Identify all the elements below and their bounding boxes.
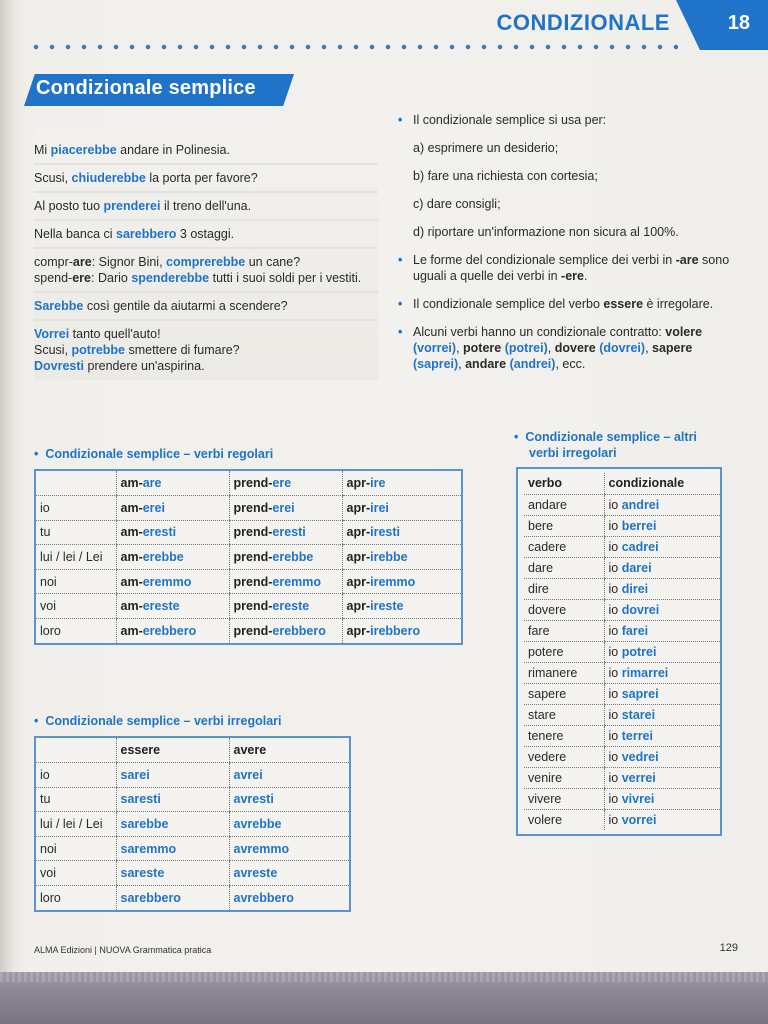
rule-item: a) esprimere un desiderio; xyxy=(413,141,559,155)
bullet-icon: • xyxy=(398,113,403,127)
conditional-form: vorrei xyxy=(621,812,657,827)
rule-form: (potrei) xyxy=(504,341,548,355)
conditional-cell xyxy=(604,578,720,599)
person-cell: voi xyxy=(36,594,116,619)
table-row xyxy=(36,569,461,594)
conditional-cell xyxy=(604,788,720,809)
verb-cell: venire xyxy=(524,767,604,788)
rule-text: sono uguali a quelle dei verbi in xyxy=(413,253,730,283)
table-row xyxy=(524,620,720,641)
suffix: are xyxy=(72,255,92,269)
verb-ending: ereste xyxy=(142,599,180,614)
conditional-cell xyxy=(604,641,720,662)
regular-table-title xyxy=(34,446,273,462)
person-header-cell xyxy=(36,471,116,496)
verb-cell: andare xyxy=(524,494,604,515)
dotted-rule xyxy=(28,44,678,50)
example-text: un cane? xyxy=(245,255,301,269)
rule-text: Le forme del condizionale semplice dei verbi in xyxy=(413,253,676,267)
example-4 xyxy=(34,226,378,249)
conjugation-cell: saremmo xyxy=(116,836,229,861)
conditional-cell xyxy=(604,515,720,536)
header-cell: essere xyxy=(116,738,229,763)
conditional-form: dovrei xyxy=(621,602,660,617)
conjugation-cell xyxy=(342,496,461,521)
conjugation-cell xyxy=(229,520,342,545)
pronoun: io xyxy=(608,518,619,533)
conditional-cell xyxy=(604,536,720,557)
conditional-form: vivrei xyxy=(621,791,655,806)
conditional-form: potrei xyxy=(621,644,657,659)
header-cell: condizionale xyxy=(604,473,720,494)
verb-cell: cadere xyxy=(524,536,604,557)
verb-ending: ereste xyxy=(272,599,310,614)
conjugation-cell: saresti xyxy=(116,787,229,812)
rule-text: è irregolare. xyxy=(643,297,714,311)
verb-ending: erei xyxy=(142,500,165,515)
person-cell: tu xyxy=(36,787,116,812)
conjugation-cell: sarebbero xyxy=(116,886,229,911)
example-text: 3 ostaggi. xyxy=(176,227,235,241)
person-cell: noi xyxy=(36,569,116,594)
pronoun: io xyxy=(608,728,619,743)
verb-stem: am- xyxy=(120,500,143,515)
example-verb: prenderei xyxy=(103,199,161,213)
person-cell: lui / lei / Lei xyxy=(36,812,116,837)
verb-stem: prend- xyxy=(233,599,273,614)
table-title-text: Condizionale semplice – altri xyxy=(525,430,697,444)
pronoun: io xyxy=(608,560,619,575)
verb-ending: erebbero xyxy=(272,624,326,639)
example-text: tanto quell'auto! xyxy=(69,327,161,341)
pronoun: io xyxy=(608,770,619,785)
verb-stem: apr- xyxy=(346,624,371,639)
rule-item: d) riportare un'informazione non sicura al 100%. xyxy=(413,225,679,239)
example-verb: chiuderebbe xyxy=(71,171,146,185)
example-verb: piacerebbe xyxy=(50,143,117,157)
conjugation-cell xyxy=(229,619,342,644)
pronoun: io xyxy=(608,812,619,827)
pronoun: io xyxy=(608,497,619,512)
verb-cell: vivere xyxy=(524,788,604,809)
header-cell xyxy=(229,471,342,496)
verb-stem: am- xyxy=(120,599,143,614)
rule-emph: essere xyxy=(603,297,644,311)
verb-cell: volere xyxy=(528,812,563,827)
pronoun: io xyxy=(608,539,619,554)
other-irregular-table xyxy=(516,467,722,836)
conjugation-cell xyxy=(342,619,461,644)
rule-1 xyxy=(398,112,738,239)
chapter-title: CONDIZIONALE xyxy=(496,10,670,35)
conditional-cell xyxy=(604,557,720,578)
example-1 xyxy=(34,142,378,165)
conditional-cell xyxy=(604,725,720,746)
verb-stem: am- xyxy=(120,525,143,540)
verb-stem: prend- xyxy=(233,624,273,639)
example-text: smettere di fumare? xyxy=(125,343,240,357)
rule-emph: sapere xyxy=(652,341,693,355)
table-row xyxy=(36,520,461,545)
example-5 xyxy=(34,254,378,293)
publisher-footer: ALMA Edizioni | NUOVA Grammatica pratica xyxy=(34,945,212,955)
verb-ending: ire xyxy=(370,476,386,491)
conjugation-cell: sarei xyxy=(116,763,229,788)
table-row xyxy=(36,545,461,570)
verb-ending: eremmo xyxy=(142,574,192,589)
rule-emph: andare xyxy=(465,357,507,371)
verb-stem: prend- xyxy=(233,574,273,589)
rule-form: (saprei) xyxy=(413,357,459,371)
rule-form: (vorrei) xyxy=(413,341,457,355)
verb-cell: tenere xyxy=(524,725,604,746)
verb-ending: erei xyxy=(272,500,295,515)
table-row xyxy=(524,515,720,536)
example-verb: sarebbero xyxy=(116,227,177,241)
scanner-edge xyxy=(0,972,768,1024)
rule-2 xyxy=(398,252,738,283)
table-row xyxy=(524,578,720,599)
page-number: 129 xyxy=(719,942,738,954)
example-text: il treno dell'una. xyxy=(160,199,252,213)
table-row xyxy=(524,494,720,515)
pronoun: io xyxy=(608,602,619,617)
verb-cell: potere xyxy=(524,641,604,662)
rule-item: c) dare consigli; xyxy=(413,197,501,211)
rule-text: , ecc. xyxy=(555,357,586,371)
table-row xyxy=(524,536,720,557)
table-row xyxy=(524,683,720,704)
conditional-form: farei xyxy=(621,623,649,638)
verb-stem: prend- xyxy=(233,550,273,565)
conditional-form: saprei xyxy=(621,686,659,701)
conjugation-cell xyxy=(116,496,229,521)
person-cell: voi xyxy=(36,861,116,886)
conditional-form: andrei xyxy=(621,497,660,512)
chapter-number: 18 xyxy=(727,12,750,34)
conjugation-cell: avrebbe xyxy=(229,812,349,837)
conjugation-cell xyxy=(116,594,229,619)
table-row xyxy=(524,557,720,578)
table-row xyxy=(524,725,720,746)
table-row xyxy=(36,861,349,886)
table-row xyxy=(36,836,349,861)
verb-cell: dare xyxy=(524,557,604,578)
verb-cell: rimanere xyxy=(524,662,604,683)
person-header-cell xyxy=(36,738,116,763)
conditional-cell xyxy=(604,620,720,641)
conditional-cell xyxy=(604,809,720,830)
verb-stem: apr- xyxy=(346,476,371,491)
verb-cell: vedere xyxy=(524,746,604,767)
rule-text: Il condizionale semplice si usa per: xyxy=(413,113,607,127)
example-text: : Signor Bini, xyxy=(91,255,167,269)
conditional-form: rimarrei xyxy=(621,665,669,680)
rule-emph: -ere xyxy=(561,269,584,283)
other-table-title xyxy=(514,429,734,461)
header-cell: verbo xyxy=(524,473,604,494)
person-cell: tu xyxy=(36,520,116,545)
table-row xyxy=(524,662,720,683)
rule-3 xyxy=(398,296,738,312)
conjugation-cell: avrei xyxy=(229,763,349,788)
header-cell xyxy=(342,471,461,496)
example-text: Scusi, xyxy=(34,343,72,357)
table-row xyxy=(524,809,720,830)
conditional-form: direi xyxy=(621,581,649,596)
example-7 xyxy=(34,326,378,379)
example-verb: Sarebbe xyxy=(34,299,84,313)
rule-text: . xyxy=(583,269,588,283)
table-row xyxy=(36,763,349,788)
conditional-cell xyxy=(604,767,720,788)
table-title-text: Condizionale semplice – verbi regolari xyxy=(45,447,274,461)
conjugation-cell xyxy=(342,520,461,545)
header-cell: avere xyxy=(229,738,349,763)
verb-stem: am- xyxy=(120,550,143,565)
stem: compr- xyxy=(34,255,73,269)
verb-stem: apr- xyxy=(346,599,371,614)
rule-emph: -are xyxy=(675,253,699,267)
conditional-form: cadrei xyxy=(621,539,659,554)
example-text: tutti i suoi soldi per i vestiti. xyxy=(209,271,362,285)
verb-stem: am- xyxy=(120,574,143,589)
conjugation-cell: sarebbe xyxy=(116,812,229,837)
chapter-tab xyxy=(676,0,768,50)
conditional-cell xyxy=(604,704,720,725)
pronoun: io xyxy=(608,581,619,596)
conditional-form: vedrei xyxy=(621,749,659,764)
pronoun: io xyxy=(608,707,619,722)
conditional-form: darei xyxy=(621,560,652,575)
example-verb: potrebbe xyxy=(71,343,125,357)
table-row xyxy=(36,496,461,521)
conjugation-cell xyxy=(116,545,229,570)
bullet-icon: • xyxy=(34,714,46,728)
verb-ending: eremmo xyxy=(272,574,322,589)
example-text: la porta per favore? xyxy=(145,171,258,185)
pronoun: io xyxy=(608,686,619,701)
examples-block xyxy=(34,128,378,380)
conjugation-cell xyxy=(342,569,461,594)
table-row xyxy=(36,619,461,644)
verb-ending: irebbe xyxy=(370,550,408,565)
example-text: prendere un'aspirina. xyxy=(84,359,205,373)
example-text: Al posto tuo xyxy=(34,199,104,213)
bullet-icon: • xyxy=(398,297,403,311)
pronoun: io xyxy=(608,749,619,764)
person-cell: lui / lei / Lei xyxy=(36,545,116,570)
suffix: ere xyxy=(72,271,92,285)
conditional-cell xyxy=(604,683,720,704)
table-row xyxy=(524,788,720,809)
verb-cell: bere xyxy=(524,515,604,536)
header-cell xyxy=(116,471,229,496)
conjugation-cell: avrebbero xyxy=(229,886,349,911)
verb-cell: dire xyxy=(524,578,604,599)
verb-ending: erebbe xyxy=(272,550,314,565)
table-row xyxy=(36,812,349,837)
table-title-text: Condizionale semplice – verbi irregolari xyxy=(45,714,282,728)
rule-form: (dovrei) xyxy=(599,341,646,355)
verb-stem: prend- xyxy=(233,525,273,540)
example-verb: spenderebbe xyxy=(131,271,210,285)
example-text: così gentile da aiutarmi a scendere? xyxy=(83,299,288,313)
conjugation-cell xyxy=(342,545,461,570)
example-text: andare in Polinesia. xyxy=(116,143,230,157)
rule-emph: volere xyxy=(665,325,703,339)
rule-text: Il condizionale semplice del verbo xyxy=(413,297,604,311)
verb-stem: prend- xyxy=(233,476,273,491)
example-verb: Dovresti xyxy=(34,359,85,373)
conjugation-cell: sareste xyxy=(116,861,229,886)
verb-ending: irebbero xyxy=(370,624,421,639)
rule-emph: potere xyxy=(463,341,502,355)
verb-ending: ere xyxy=(272,476,292,491)
conjugation-cell xyxy=(116,619,229,644)
pronoun: io xyxy=(608,791,619,806)
stem: spend- xyxy=(34,271,73,285)
verb-stem: apr- xyxy=(346,500,371,515)
example-3 xyxy=(34,198,378,221)
conjugation-cell xyxy=(116,520,229,545)
table-title-text: verbi irregolari xyxy=(529,446,617,460)
table-row xyxy=(524,767,720,788)
conditional-cell xyxy=(604,662,720,683)
regular-verbs-table xyxy=(34,469,463,645)
person-cell: io xyxy=(36,763,116,788)
table-header-row xyxy=(36,738,349,763)
person-cell: noi xyxy=(36,836,116,861)
conjugation-cell xyxy=(229,496,342,521)
verb-stem: apr- xyxy=(346,550,371,565)
verb-cell: stare xyxy=(524,704,604,725)
rule-form: (andrei) xyxy=(509,357,556,371)
verb-cell: sapere xyxy=(524,683,604,704)
verb-ending: erebbe xyxy=(142,550,184,565)
table-row xyxy=(524,746,720,767)
conjugation-cell: avremmo xyxy=(229,836,349,861)
example-text: Mi xyxy=(34,143,51,157)
conditional-cell xyxy=(604,746,720,767)
pronoun: io xyxy=(608,644,619,659)
conjugation-cell: avresti xyxy=(229,787,349,812)
table-row xyxy=(36,787,349,812)
bullet-icon: • xyxy=(514,430,526,444)
verb-ending: iresti xyxy=(370,525,401,540)
table-row xyxy=(36,594,461,619)
example-verb: comprerebbe xyxy=(166,255,246,269)
conditional-form: starei xyxy=(621,707,656,722)
table-header-row xyxy=(36,471,461,496)
example-2 xyxy=(34,170,378,193)
person-cell: loro xyxy=(40,624,61,639)
conjugation-cell xyxy=(229,569,342,594)
verb-stem: prend- xyxy=(233,500,273,515)
example-verb: Vorrei xyxy=(34,327,70,341)
conditional-form: berrei xyxy=(621,518,657,533)
table-row xyxy=(524,704,720,725)
verb-stem: am- xyxy=(120,476,143,491)
verb-ending: are xyxy=(142,476,162,491)
rule-emph: dovere xyxy=(554,341,596,355)
conjugation-cell xyxy=(342,594,461,619)
verb-ending: iremmo xyxy=(370,574,416,589)
pronoun: io xyxy=(608,665,619,680)
irregular-table-title xyxy=(34,713,282,729)
rule-4: • Alcuni verbi hanno un condizionale contratto: volere (vorrei), potere (potrei), dovere (dovrei), sapere (saprei), andare (andrei), ecc. xyxy=(398,325,703,371)
section-title: Condizionale semplice xyxy=(36,77,256,99)
example-6 xyxy=(34,298,378,321)
bullet-icon: • xyxy=(398,253,403,267)
verb-ending: ireste xyxy=(370,599,404,614)
conjugation-cell xyxy=(116,569,229,594)
conditional-cell xyxy=(604,599,720,620)
example-text: Nella banca ci xyxy=(34,227,116,241)
verb-stem: apr- xyxy=(346,574,371,589)
person-cell: loro xyxy=(40,891,61,906)
pronoun: io xyxy=(608,623,619,638)
table-header-row xyxy=(524,473,720,494)
rule-item: b) fare una richiesta con cortesia; xyxy=(413,169,598,183)
verb-stem: am- xyxy=(120,624,143,639)
conjugation-cell xyxy=(229,545,342,570)
bullet-icon: • xyxy=(398,325,403,339)
table-row xyxy=(524,641,720,662)
irregular-verbs-table xyxy=(34,736,351,912)
table-row xyxy=(36,886,349,911)
conditional-cell xyxy=(604,494,720,515)
conjugation-cell: avreste xyxy=(229,861,349,886)
verb-ending: erebbero xyxy=(142,624,197,639)
verb-ending: irei xyxy=(370,500,389,515)
verb-ending: eresti xyxy=(272,525,306,540)
example-text: Scusi, xyxy=(34,171,72,185)
example-text: : Dario xyxy=(91,271,132,285)
verb-cell: dovere xyxy=(524,599,604,620)
person-cell: io xyxy=(36,496,116,521)
verb-cell: fare xyxy=(524,620,604,641)
verb-stem: apr- xyxy=(346,525,371,540)
table-row xyxy=(524,599,720,620)
conditional-form: terrei xyxy=(621,728,653,743)
rule-text: Alcuni verbi hanno un condizionale contratto: xyxy=(413,325,666,339)
conditional-form: verrei xyxy=(621,770,656,785)
bullet-icon: • xyxy=(34,447,46,461)
conjugation-cell xyxy=(229,594,342,619)
verb-ending: eresti xyxy=(142,525,177,540)
